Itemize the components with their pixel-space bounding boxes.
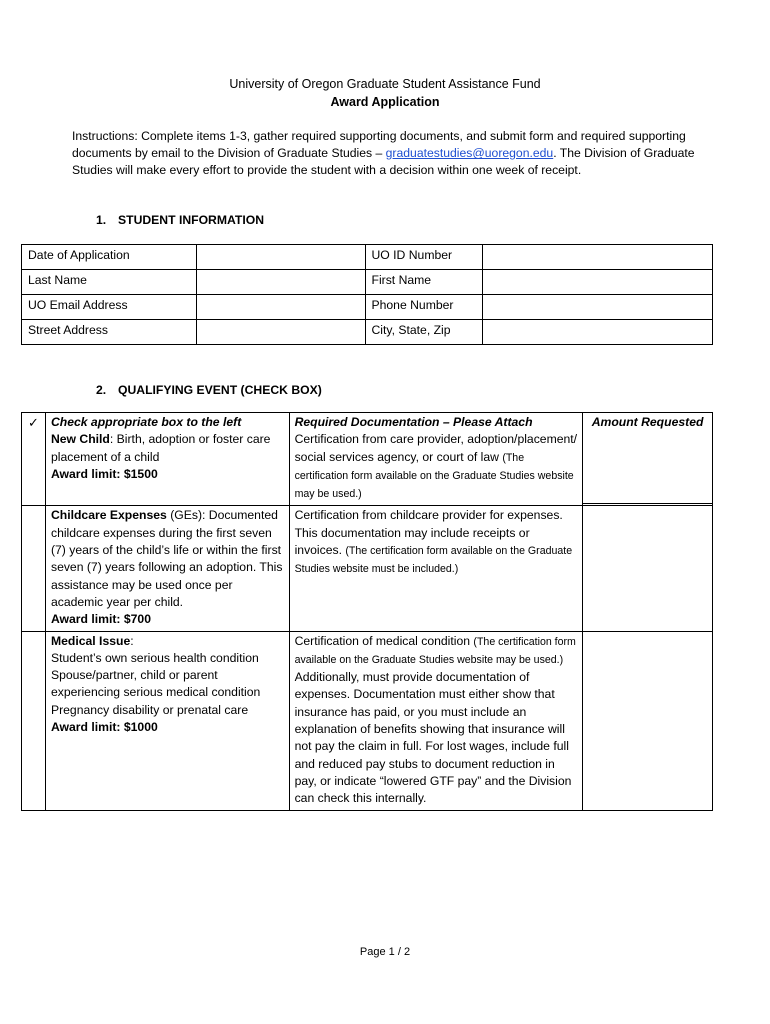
medical-issue-checkbox[interactable] <box>22 631 46 810</box>
table-row <box>22 506 713 631</box>
medical-issue-amount-field[interactable] <box>583 631 713 810</box>
event-title: Childcare Expenses <box>50 508 167 523</box>
event-description: : Birth, adoption or foster care placement of a child <box>50 432 271 464</box>
amount-column-cell <box>583 413 713 504</box>
event-description: : <box>130 633 134 648</box>
field-label: First Name <box>365 270 483 295</box>
form-title: Award Application <box>330 95 440 109</box>
event-cell <box>45 631 289 810</box>
docs-cell <box>289 631 583 810</box>
field-label: UO Email Address <box>22 295 197 320</box>
required-docs-note: (The certification form available on the Graduate Studies website may be used.) <box>294 635 576 666</box>
instructions-text: Instructions: Complete items 1-3, gather required supporting documents, and submit form and required supporting documents by email to the Division of Graduate Studies – <box>72 129 686 161</box>
check-column-header <box>22 413 46 504</box>
column-header-event: Check appropriate box to the left <box>50 415 242 429</box>
field-label: City, State, Zip <box>365 320 483 345</box>
required-docs-note: (The certification form available on the Graduate Studies website must be included.) <box>294 545 573 576</box>
city-state-zip-field[interactable] <box>483 320 713 345</box>
childcare-checkbox[interactable] <box>22 506 46 631</box>
student-information-table <box>21 244 713 345</box>
table-header-row <box>22 413 713 504</box>
docs-column-cell <box>289 413 583 504</box>
table-row <box>22 631 713 810</box>
last-name-field[interactable] <box>196 270 365 295</box>
instructions-text-end: . The Division of Graduate Studies will make every effort to provide the student with a decision within one week of receipt. <box>72 146 695 178</box>
field-label: Last Name <box>22 270 197 295</box>
childcare-amount-field[interactable] <box>583 506 713 631</box>
award-limit: Award limit: $1000 <box>50 720 158 735</box>
section-number: 2. <box>96 383 107 397</box>
date-of-application-field[interactable] <box>196 245 365 270</box>
form-org-title: University of Oregon Graduate Student Assistance Fund <box>229 77 541 91</box>
event-title: Medical Issue <box>50 633 131 648</box>
checkmark-icon: ✓ <box>28 415 39 430</box>
award-limit: Award limit: $700 <box>50 612 151 627</box>
email-link[interactable]: graduatestudies@uoregon.edu <box>385 146 554 161</box>
uo-email-field[interactable] <box>196 295 365 320</box>
event-cell <box>45 506 289 631</box>
column-header-amount: Amount Requested <box>591 415 704 429</box>
first-name-field[interactable] <box>483 270 713 295</box>
section-heading-student-information <box>96 213 264 227</box>
table-row <box>22 270 713 295</box>
section-number: 1. <box>96 213 107 227</box>
field-label: Street Address <box>22 320 197 345</box>
section-title: STUDENT INFORMATION <box>118 213 265 227</box>
uo-id-number-field[interactable] <box>483 245 713 270</box>
table-row <box>22 245 713 270</box>
qualifying-event-table <box>21 412 713 811</box>
event-line: Student’s own serious health condition <box>50 650 259 665</box>
table-row <box>22 320 713 345</box>
required-docs: Certification from childcare provider for expenses. This documentation may include receipts or invoices. <box>294 508 563 558</box>
field-label: UO ID Number <box>365 245 483 270</box>
event-column-header <box>45 413 289 504</box>
field-label: Phone Number <box>365 295 483 320</box>
field-label: Date of Application <box>22 245 197 270</box>
event-title: New Child <box>50 432 110 447</box>
event-line: Spouse/partner, child or parent experiencing serious medical condition <box>50 668 261 700</box>
docs-cell <box>289 506 583 631</box>
event-description: (GEs): Documented childcare expenses during the first seven (7) years of the child’s life or within the first seven (7) years following an adoption. This assistance may be used once per academic year per child. <box>50 508 283 609</box>
event-line: Pregnancy disability or prenatal care <box>50 702 249 717</box>
instructions-paragraph <box>72 128 704 180</box>
section-heading-qualifying-event <box>96 383 322 397</box>
required-docs-note: (The certification form available on the Graduate Studies website may be used.) <box>294 451 574 501</box>
table-row <box>22 295 713 320</box>
street-address-field[interactable] <box>196 320 365 345</box>
award-limit: Award limit: $1500 <box>50 466 158 481</box>
required-docs-extra: Additionally, must provide documentation of expenses. Documentation must either show that insurance has paid, or you must include an explanation of benefits showing that insurance will not pay the claim in full. For lost wages, include full and reduced pay stubs to document reduction in pay, or indicate “lowered GTF pay” and the Division can check this internally. <box>294 670 572 806</box>
phone-number-field[interactable] <box>483 295 713 320</box>
section-title: QUALIFYING EVENT (CHECK BOX) <box>118 383 322 397</box>
required-docs: Certification from care provider, adoption/placement/ social services agency, or court of law <box>294 432 578 464</box>
page-number: Page 1 / 2 <box>359 946 411 958</box>
column-header-docs: Required Documentation – Please Attach <box>294 415 533 429</box>
required-docs: Certification of medical condition <box>294 633 474 648</box>
